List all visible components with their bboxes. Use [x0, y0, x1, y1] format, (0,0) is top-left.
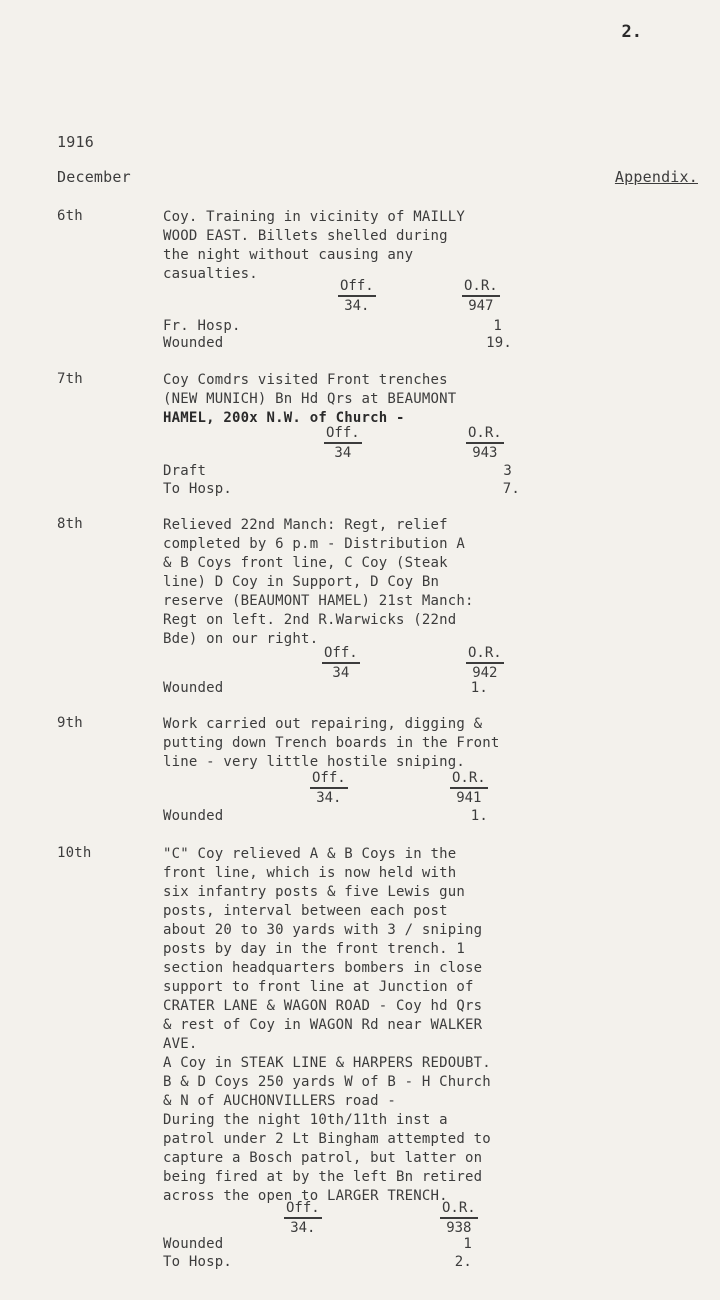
- casualty-value: 3: [503, 463, 512, 479]
- entry-day: 9th: [57, 715, 83, 731]
- entry-text-line: casualties.: [163, 266, 258, 282]
- entry-text-line: (NEW MUNICH) Bn Hd Qrs at BEAUMONT: [163, 391, 457, 407]
- entry-text-line: patrol under 2 Lt Bingham attempted to: [163, 1131, 491, 1147]
- entry-text-line: Coy Comdrs visited Front trenches: [163, 372, 448, 388]
- officer-count: 34: [332, 665, 350, 681]
- officer-label: Off.: [338, 278, 376, 297]
- entry-text-line: Bde) on our right.: [163, 631, 319, 647]
- casualty-value: 2.: [454, 1254, 472, 1270]
- casualty-label: Wounded: [163, 335, 224, 351]
- officer-label: Off.: [310, 770, 348, 789]
- entry-text-line: capture a Bosch patrol, but latter on: [163, 1150, 483, 1166]
- other-ranks-label: O.R.: [450, 770, 488, 789]
- month-heading: December: [57, 168, 131, 186]
- entry-text-line: support to front line at Junction of: [163, 979, 474, 995]
- other-ranks-strength: [440, 1200, 478, 1236]
- casualty-value: 1.: [470, 808, 488, 824]
- entry-day: 7th: [57, 371, 83, 387]
- other-ranks-label: O.R.: [440, 1200, 478, 1219]
- entry-text-line: HAMEL, 200x N.W. of Church -: [163, 410, 405, 426]
- entry-text-line: posts by day in the front trench. 1: [163, 941, 466, 957]
- casualty-label: Wounded: [163, 1236, 224, 1252]
- casualty-label: To Hosp.: [163, 481, 233, 497]
- other-ranks-count: 938: [446, 1220, 472, 1236]
- entry-day: 6th: [57, 208, 83, 224]
- entry-text-line: posts, interval between each post: [163, 903, 448, 919]
- entry-text-line: section headquarters bombers in close: [163, 960, 483, 976]
- casualty-value: 7.: [502, 481, 520, 497]
- officer-count: 34: [334, 445, 352, 461]
- entry-text-line: & B Coys front line, C Coy (Steak: [163, 555, 448, 571]
- officer-strength: [284, 1200, 322, 1236]
- casualty-value: 1.: [470, 680, 488, 696]
- other-ranks-label: O.R.: [462, 278, 500, 297]
- entry-text-line: A Coy in STEAK LINE & HARPERS REDOUBT.: [163, 1055, 491, 1071]
- entry-text-line: Coy. Training in vicinity of MAILLY: [163, 209, 466, 225]
- entry-text-line: across the open to LARGER TRENCH.: [163, 1188, 448, 1204]
- entry-text-line: reserve (BEAUMONT HAMEL) 21st Manch:: [163, 593, 474, 609]
- entry-text-line: Regt on left. 2nd R.Warwicks (22nd: [163, 612, 457, 628]
- entry-text-line: CRATER LANE & WAGON ROAD - Coy hd Qrs: [163, 998, 483, 1014]
- entry-day: 8th: [57, 516, 83, 532]
- entry-text-line: the night without causing any: [163, 247, 414, 263]
- entry-text-line: Work carried out repairing, digging &: [163, 716, 483, 732]
- entry-text-line: being fired at by the left Bn retired: [163, 1169, 483, 1185]
- officer-strength: [324, 425, 362, 461]
- entry-text-line: about 20 to 30 yards with 3 / sniping: [163, 922, 483, 938]
- entry-text-line: WOOD EAST. Billets shelled during: [163, 228, 448, 244]
- casualty-label: Fr. Hosp.: [163, 318, 241, 334]
- other-ranks-count: 942: [472, 665, 498, 681]
- casualty-label: To Hosp.: [163, 1254, 233, 1270]
- entry-text-line: Relieved 22nd Manch: Regt, relief: [163, 517, 448, 533]
- casualty-label: Wounded: [163, 680, 224, 696]
- officer-label: Off.: [324, 425, 362, 444]
- casualty-value: 1: [463, 1236, 472, 1252]
- other-ranks-strength: [466, 645, 504, 681]
- entry-text-line: six infantry posts & five Lewis gun: [163, 884, 466, 900]
- entry-text-line: line - very little hostile sniping.: [163, 754, 466, 770]
- officer-label: Off.: [284, 1200, 322, 1219]
- casualty-value: 19.: [486, 335, 512, 351]
- other-ranks-count: 943: [472, 445, 498, 461]
- entry-text-line: completed by 6 p.m - Distribution A: [163, 536, 466, 552]
- entry-text-line: & rest of Coy in WAGON Rd near WALKER: [163, 1017, 483, 1033]
- year-heading: 1916: [57, 133, 94, 151]
- officer-count: 34.: [344, 298, 370, 314]
- officer-count: 34.: [290, 1220, 316, 1236]
- casualty-value: 1: [493, 318, 502, 334]
- officer-strength: [322, 645, 360, 681]
- entry-text-line: line) D Coy in Support, D Coy Bn: [163, 574, 440, 590]
- other-ranks-count: 941: [456, 790, 482, 806]
- entry-text-line: AVE.: [163, 1036, 198, 1052]
- other-ranks-strength: [450, 770, 488, 806]
- entry-text-line: During the night 10th/11th inst a: [163, 1112, 448, 1128]
- other-ranks-strength: [466, 425, 504, 461]
- other-ranks-label: O.R.: [466, 645, 504, 664]
- casualty-label: Draft: [163, 463, 207, 479]
- other-ranks-strength: [462, 278, 500, 314]
- officer-strength: [338, 278, 376, 314]
- page-number: 2.: [621, 22, 642, 42]
- entry-text-line: "C" Coy relieved A & B Coys in the: [163, 846, 457, 862]
- entry-text-line: putting down Trench boards in the Front: [163, 735, 500, 751]
- casualty-label: Wounded: [163, 808, 224, 824]
- entry-text-line: & N of AUCHONVILLERS road -: [163, 1093, 396, 1109]
- entry-text-line: front line, which is now held with: [163, 865, 457, 881]
- officer-strength: [310, 770, 348, 806]
- officer-count: 34.: [316, 790, 342, 806]
- officer-label: Off.: [322, 645, 360, 664]
- entry-text-line: B & D Coys 250 yards W of B - H Church: [163, 1074, 491, 1090]
- other-ranks-label: O.R.: [466, 425, 504, 444]
- other-ranks-count: 947: [468, 298, 494, 314]
- appendix-heading: Appendix.: [614, 168, 698, 186]
- entry-day: 10th: [57, 845, 92, 861]
